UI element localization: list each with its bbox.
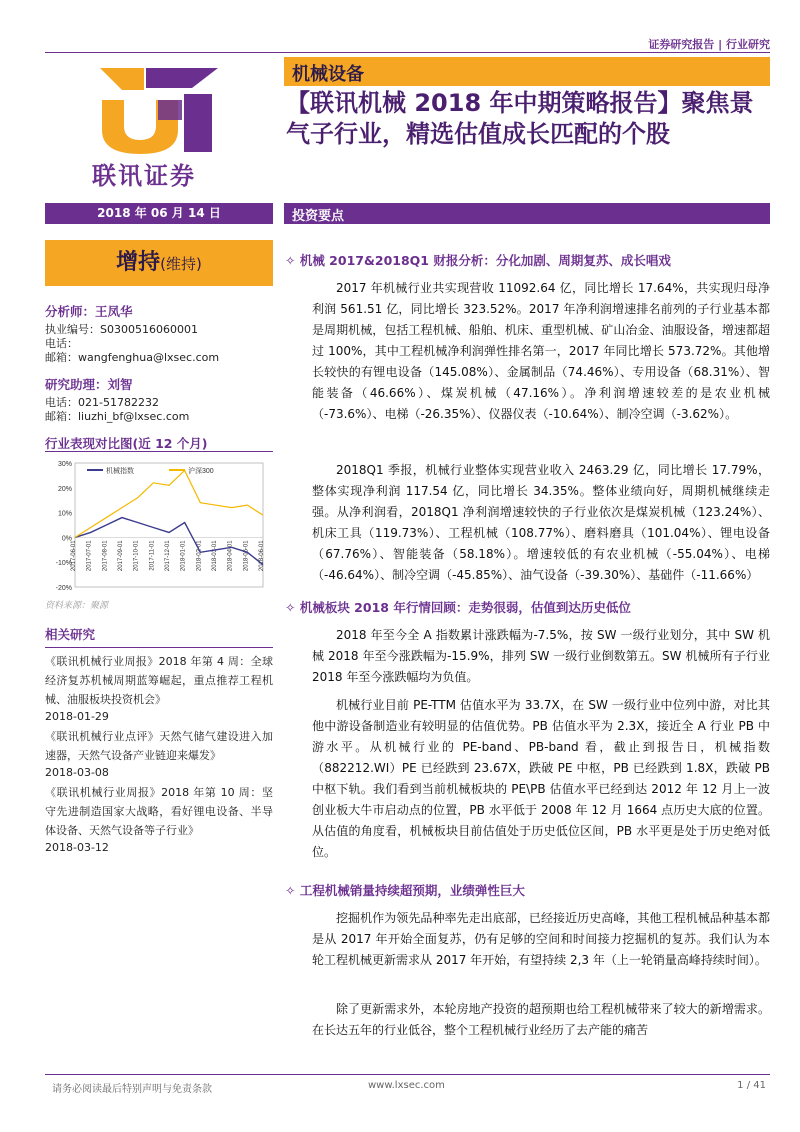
related-item-text: 《联讯机械行业点评》天然气储气建设进入加速器，天然气设备产业链迎来爆发》 <box>45 730 273 762</box>
related-divider <box>45 647 273 648</box>
section-bar <box>284 203 770 224</box>
assistant-block <box>45 375 273 424</box>
assistant-name: 研究助理：刘智 <box>45 377 133 392</box>
legend-label: 沪深300 <box>188 468 214 475</box>
related-research <box>45 625 273 858</box>
footer-page-number: 1 / 41 <box>737 1080 766 1091</box>
x-tick-label: 2018-05-01 <box>243 540 250 572</box>
related-item-text: 《联讯机械行业周报》2018 年第 4 周：全球经济复苏机械周期蓝筹崛起，重点推荐工程机械、油服板块投资机会》 <box>45 655 273 706</box>
rating-box <box>45 240 273 286</box>
paragraph: 除了更新需求外，本轮房地产投资的超预期也给工程机械带来了较大的新增需求。在长达五年的行业低谷，整个工程机械行业经历了去产能的痛苦 <box>312 1002 770 1037</box>
related-item[interactable] <box>45 783 273 856</box>
y-tick-label: 0% <box>61 535 72 543</box>
y-tick-label: -10% <box>55 560 72 568</box>
paragraph: 2018Q1 季报，机械行业整体实现营业收入 2463.29 亿，同比增长 17.79%，整体实现净利润 117.54 亿，同比增长 34.35%。整体业绩向好，周期机械继续走强。从净利润看，2018Q1 净利润增速较快的子行业依次是煤炭机械（123.24%）、机床工具（119.73%）、工程机械（108.77%）、磨料磨具（101.04%）、锂电设备（67.76%）、智能装备（58.18%）。增速较低的有农业机械（-55.04%）、电梯（-46.64%）、制冷空调（-45.85%）、油气设备（-39.30%）、基础件（-11.66%） <box>312 463 770 582</box>
paragraph: 2017 年机械行业共实现营收 11092.64 亿，同比增长 17.64%，共实现归母净利润 561.51 亿，同比增长 323.52%。2017 年净利润增速排名前列的子行业基本都是周期机械，包括工程机械、船舶、机床、重型机械、矿山冶金、油服设备，增速都超过 100%，其中工程机械净利润弹性排名第一，2017 年同比增长 573.72%。其他增长较快的有锂电设备（145.08%）、金属制品（74.46%）、专用设备（68.31%）、智能装备（46.66%）、煤炭机械（47.16%）。净利润增速较差的是农业机械（-73.6%）、电梯（-26.35%）、仪器仪表（-10.64%）、制冷空调（-3.62%）。 <box>312 281 770 421</box>
analyst-email[interactable]: 邮箱：wangfenghua@lxsec.com <box>45 351 220 364</box>
footer-disclaimer[interactable]: 请务必阅读最后特别声明与免责条款 <box>52 1084 212 1095</box>
footer-divider <box>45 1074 770 1075</box>
related-item[interactable] <box>45 652 273 725</box>
top-divider <box>45 52 770 53</box>
y-tick-label: 10% <box>57 510 72 518</box>
x-tick-label: 2018-06-01 <box>259 540 265 572</box>
y-tick-label: 30% <box>57 461 72 468</box>
analyst-cert: 执业编号：S0300516060001 <box>45 323 198 336</box>
performance-chart <box>45 455 273 595</box>
y-tick-label: 20% <box>57 485 72 493</box>
sector-label: 机械设备 <box>292 64 364 85</box>
report-title: 【联讯机械 2018 年中期策略报告】聚焦景气子行业，精选估值成长匹配的个股 <box>286 89 754 148</box>
x-tick-label: 2017-06-01 <box>71 540 77 572</box>
report-type-label: 证券研究报告 | 行业研究 <box>648 38 770 51</box>
x-tick-label: 2017-09-01 <box>118 540 124 572</box>
logo-text: 联讯证券 <box>92 161 196 190</box>
related-item-date: 2018-03-12 <box>45 841 109 854</box>
related-item[interactable] <box>45 727 273 781</box>
legend-label: 机械指数 <box>106 468 134 475</box>
analyst-phone: 电话： <box>45 337 78 350</box>
analyst-block <box>45 302 273 365</box>
subheading-financials: ✧ 机械 2017&2018Q1 财报分析：分化加剧、周期复苏、成长唱戏 <box>285 253 671 268</box>
x-tick-label: 2017-07-01 <box>86 540 93 572</box>
series-line <box>75 470 263 537</box>
x-tick-label: 2017-12-01 <box>165 540 171 572</box>
section-title: 投资要点 <box>292 209 345 224</box>
x-tick-label: 2018-02-01 <box>196 540 203 572</box>
x-tick-label: 2017-11-01 <box>149 540 156 571</box>
analyst-name: 分析师：王凤华 <box>45 304 133 319</box>
related-item-text: 《联讯机械行业周报》2018 年第 10 周：坚守先进制造国家大战略，看好锂电设备、半导体设备、天然气设备等子行业》 <box>45 786 273 837</box>
report-date: 2018 年 06 月 14 日 <box>45 203 273 224</box>
paragraph: 挖掘机作为领先品种率先走出底部，已经接近历史高峰，其他工程机械品种基本都是从 2017 年开始全面复苏，仍有足够的空间和时间接力挖掘机的复苏。我们认为本轮工程机械更新需求从 2017 年开始，有望持续 2,3 年（上一轮销量高峰持续时间）。 <box>312 911 770 967</box>
assistant-email[interactable]: 邮箱：liuzhi_bf@lxsec.com <box>45 410 190 423</box>
chart-source: 资料来源：聚源 <box>45 601 109 611</box>
y-tick-label: -20% <box>55 585 72 592</box>
rating-sub: (维持) <box>160 255 202 273</box>
paragraph: 2018 年至今全 A 指数累计涨跌幅为-7.5%，按 SW 一级行业划分，其中 SW 机械 2018 年至今涨跌幅为-15.9%，排列 SW 一级行业倒数第五。SW 机械所有子行业 2018 年至今涨跌幅均为负值。 <box>312 628 770 684</box>
related-item-date: 2018-03-08 <box>45 766 109 779</box>
chart-divider <box>45 451 273 452</box>
related-item-date: 2018-01-29 <box>45 710 109 723</box>
assistant-phone: 电话：021-51782232 <box>45 396 159 409</box>
rating-main: 增持 <box>116 250 161 275</box>
chart-section-title: 行业表现对比图(近 12 个月) <box>45 436 208 451</box>
x-tick-label: 2018-04-01 <box>227 540 234 572</box>
subheading-construction-machinery: ✧ 工程机械销量持续超预期，业绩弹性巨大 <box>285 883 525 898</box>
x-tick-label: 2018-01-01 <box>180 540 187 572</box>
footer-website[interactable]: www.lxsec.com <box>368 1080 445 1091</box>
x-tick-label: 2017-08-01 <box>102 540 109 572</box>
x-tick-label: 2018-03-01 <box>212 540 218 572</box>
subheading-market-review: ✧ 机械板块 2018 年行情回顾：走势很弱，估值到达历史低位 <box>285 600 631 615</box>
x-tick-label: 2017-10-01 <box>133 540 140 572</box>
paragraph: 机械行业目前 PE-TTM 估值水平为 33.7X，在 SW 一级行业中位列中游，对比其他中游设备制造业有较明显的估值优势。PB 估值水平为 2.3X，接近全 A 行业 PB 中游水平。从机械行业的 PE-band、PB-band 看，截止到报告日，机械指数（882212.WI）PE 已经跌到 23.67X，跌破 PE 中枢，PB 已经跌到 1.8X，跌破 PB 中枢下轨。我们看到当前机械板块的 PE\PB 估值水平已经到达 2012 年 12 月上一波创业板大牛市启动点的位置，PB 水平低于 2008 年 12 月 1664 点历史大底的位置。从估值的角度看，机械板块目前估值处于历史低位区间，PB 水平更是处于历史绝对低位。 <box>312 698 770 859</box>
related-title: 相关研究 <box>45 627 96 642</box>
